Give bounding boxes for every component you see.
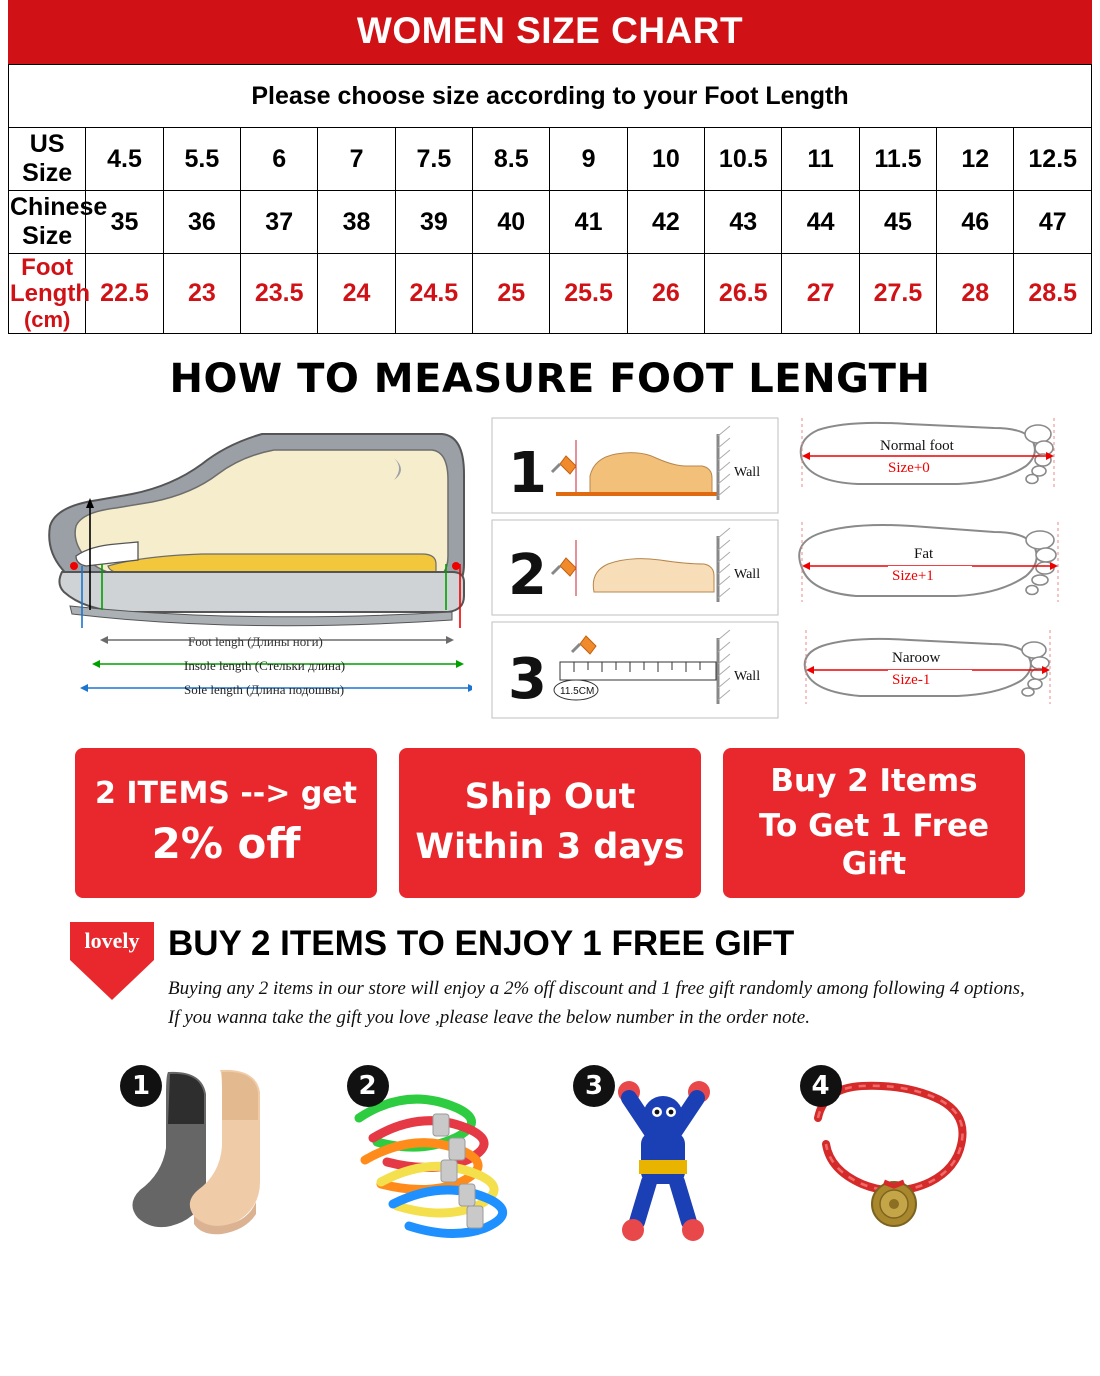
cell: 7.5 — [395, 128, 472, 191]
cell: 24 — [318, 254, 395, 334]
step-wall-label-1: Wall — [734, 464, 761, 480]
gift-option-bracelet[interactable] — [790, 1059, 991, 1259]
step-number-3: 3 — [508, 646, 547, 712]
foot-type-name-fat: Fat — [914, 545, 934, 562]
cell: 8.5 — [473, 128, 550, 191]
promo-line-1: Ship Out — [464, 777, 636, 818]
free-gift-desc-line-2: If you wanna take the gift you love ,please leave the below number in the order note. — [168, 1007, 810, 1029]
promo-line-2: 2% off — [151, 819, 301, 869]
row-label-foot-length — [9, 254, 90, 334]
shoe-diagram-svg — [12, 414, 472, 734]
cell: 37 — [241, 191, 318, 254]
shoe-label-sole-length: Sole length (Длина подошвы) — [184, 681, 345, 697]
shoe-label-insole-length: Insole length (Стельки длина) — [184, 657, 346, 673]
free-gift-title: BUY 2 ITEMS TO ENJOY 1 FREE GIFT — [168, 923, 795, 963]
gift-option-number: 2 — [347, 1065, 389, 1107]
gift-option-number: 4 — [800, 1065, 842, 1107]
cell: 24.5 — [395, 254, 472, 334]
foot-length-label: Foot Length — [10, 254, 90, 308]
table-row — [9, 191, 1092, 254]
foot-type-narrow — [805, 630, 1050, 704]
foot-types-svg — [788, 414, 1088, 734]
cell: 47 — [1014, 191, 1092, 254]
size-chart-title: WOMEN SIZE CHART — [8, 0, 1092, 64]
cell: 10 — [627, 128, 704, 191]
cell: 12.5 — [1014, 128, 1092, 191]
gift-option-shoelaces[interactable] — [337, 1059, 538, 1259]
foot-type-advice-narrow: Size-1 — [892, 671, 931, 688]
promo-line-1: Buy 2 Items — [770, 762, 978, 799]
free-gift-section — [0, 898, 1100, 1259]
steps-svg — [490, 414, 780, 734]
foot-type-normal — [801, 418, 1054, 490]
cell: 39 — [395, 191, 472, 254]
free-gift-description — [168, 974, 1030, 1033]
cell: 38 — [318, 191, 395, 254]
cell: 11.5 — [859, 128, 936, 191]
free-gift-options — [70, 1033, 1030, 1259]
cell: 23 — [163, 254, 240, 334]
free-gift-header — [70, 922, 1030, 1033]
row-label-chinese-size: Chinese Size — [9, 191, 86, 254]
gift-option-number: 1 — [120, 1065, 162, 1107]
cell: 43 — [705, 191, 782, 254]
cell: 7 — [318, 128, 395, 191]
measure-diagrams — [0, 414, 1100, 734]
free-gift-desc-line-1: Buying any 2 items in our store will enjoy a 2% off discount and 1 free gift randomly among following 4 options, — [168, 977, 1025, 999]
promo-line-1: 2 ITEMS --> get — [95, 775, 357, 811]
gift-option-socks[interactable] — [110, 1059, 311, 1259]
cell: 11 — [782, 128, 859, 191]
shoe-label-foot-length: Foot lengh (Длины ноги) — [188, 633, 323, 649]
cell: 10.5 — [705, 128, 782, 191]
foot-type-name-narrow: Naroow — [892, 649, 941, 666]
cell: 22.5 — [86, 254, 163, 334]
promo-line-2: To Get 1 Free Gift — [758, 807, 990, 883]
cell: 5.5 — [163, 128, 240, 191]
cell: 27 — [782, 254, 859, 334]
promo-banner-shipping[interactable] — [399, 748, 701, 898]
cell: 45 — [859, 191, 936, 254]
cell: 28 — [937, 254, 1014, 334]
shoe-cross-section-diagram — [12, 414, 472, 734]
cell: 9 — [550, 128, 627, 191]
promo-line-2: Within 3 days — [415, 826, 685, 867]
cell: 46 — [937, 191, 1014, 254]
step-wall-label-3: Wall — [734, 668, 761, 684]
cell: 26 — [627, 254, 704, 334]
promo-banners — [0, 734, 1100, 898]
cell: 25.5 — [550, 254, 627, 334]
gift-option-hero-toy[interactable] — [563, 1059, 764, 1259]
cell: 35 — [86, 191, 163, 254]
step-number-2: 2 — [508, 542, 547, 608]
step-number-1: 1 — [508, 440, 547, 506]
measure-steps-diagram — [490, 414, 770, 734]
foot-length-unit: (cm) — [23, 306, 71, 332]
cell: 27.5 — [859, 254, 936, 334]
promo-banner-discount[interactable] — [75, 748, 377, 898]
lovely-tag-label: lovely — [70, 922, 154, 960]
measure-section-title: HOW TO MEASURE FOOT LENGTH — [169, 355, 931, 402]
cell: 41 — [550, 191, 627, 254]
step-wall-label-2: Wall — [734, 566, 761, 582]
foot-type-advice-normal: Size+0 — [888, 459, 930, 476]
foot-type-fat — [799, 522, 1058, 602]
size-chart-table — [8, 64, 1092, 334]
cell: 12 — [937, 128, 1014, 191]
size-chart-subtitle: Please choose size according to your Foot Length — [9, 65, 1092, 128]
cell: 42 — [627, 191, 704, 254]
foot-type-diagram — [788, 414, 1088, 734]
cell: 6 — [241, 128, 318, 191]
foot-type-name-normal: Normal foot — [880, 437, 954, 454]
cell: 28.5 — [1014, 254, 1092, 334]
cell: 36 — [163, 191, 240, 254]
cell: 25 — [473, 254, 550, 334]
cell: 44 — [782, 191, 859, 254]
gift-option-number: 3 — [573, 1065, 615, 1107]
lovely-tag — [70, 922, 154, 1000]
cell: 26.5 — [705, 254, 782, 334]
row-label-us-size: US Size — [9, 128, 86, 191]
size-chart-section — [0, 0, 1100, 334]
table-row — [9, 128, 1092, 191]
cell: 23.5 — [241, 254, 318, 334]
foot-type-advice-fat: Size+1 — [892, 567, 934, 584]
promo-banner-free-gift[interactable] — [723, 748, 1025, 898]
ruler-measurement-value: 11.5CM — [560, 685, 595, 697]
cell: 4.5 — [86, 128, 163, 191]
table-row — [9, 254, 1092, 334]
lovely-arrow-icon — [70, 960, 154, 1000]
table-row-subtitle — [9, 65, 1092, 128]
cell: 40 — [473, 191, 550, 254]
